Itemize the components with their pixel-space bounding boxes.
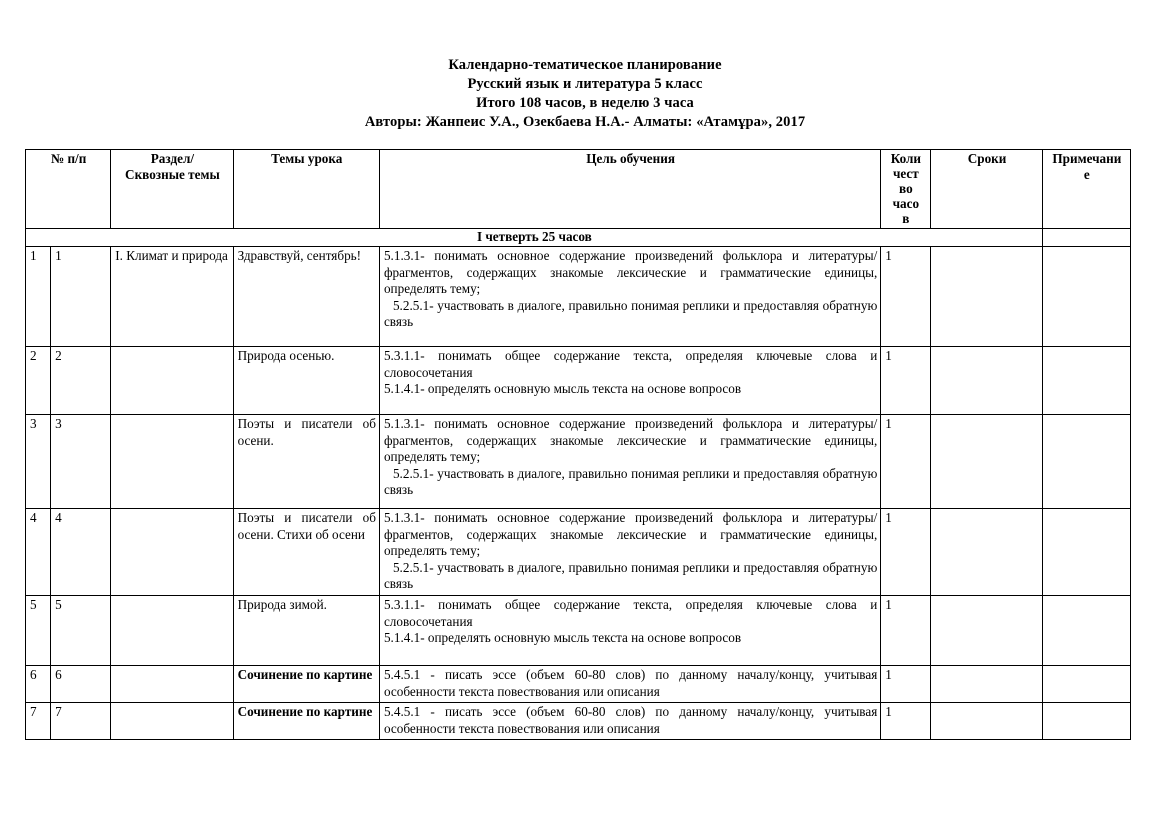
cell-index: 6 xyxy=(26,666,51,703)
goal-text: 5.2.5.1- участвовать в диалоге, правильно понимая реплики и предоставляя обратную связь xyxy=(383,465,878,498)
column-header-notes xyxy=(1042,150,1130,229)
cell-number: 3 xyxy=(51,415,111,509)
page-title-line-1: Календарно-тематическое планирование xyxy=(448,57,722,73)
table-body xyxy=(26,229,1131,740)
cell-section xyxy=(111,509,233,596)
cell-hours: 1 xyxy=(881,347,931,415)
table-row xyxy=(26,596,1131,666)
column-header-section-line1: Раздел/ xyxy=(150,151,195,166)
cell-notes xyxy=(1042,509,1130,596)
hours-header-line5: в xyxy=(902,211,910,226)
hours-header-line3: во xyxy=(899,181,913,196)
goal-text: 5.4.5.1 - писать эссе (объем 60-80 слов) по данному началу/концу, учитывая особенности текста повествования или описания xyxy=(383,667,878,699)
page-title-line-3: Итого 108 часов, в неделю 3 часа xyxy=(476,95,694,111)
table-row xyxy=(26,415,1131,509)
cell-learning-objective xyxy=(379,509,880,596)
cell-section xyxy=(111,703,233,740)
cell-number: 2 xyxy=(51,347,111,415)
quarter-banner-notes-cell xyxy=(1042,229,1130,247)
cell-topic: Природа зимой. xyxy=(233,596,379,666)
table-row xyxy=(26,666,1131,703)
cell-number: 5 xyxy=(51,596,111,666)
cell-notes xyxy=(1042,415,1130,509)
document-title-block xyxy=(0,0,1170,132)
cell-hours: 1 xyxy=(881,596,931,666)
cell-index: 2 xyxy=(26,347,51,415)
ktp-table xyxy=(25,149,1131,740)
cell-section xyxy=(111,666,233,703)
cell-section xyxy=(111,347,233,415)
cell-notes xyxy=(1042,347,1130,415)
column-header-section xyxy=(111,150,233,229)
goal-text: 5.1.3.1- понимать основное содержание произведений фольклора и литературы/ фрагментов, содержащих знакомые лексические и грамматические единицы, определять тему; xyxy=(383,248,878,297)
quarter-banner-row xyxy=(26,229,1131,247)
cell-dates xyxy=(931,347,1042,415)
cell-notes xyxy=(1042,596,1130,666)
table-row xyxy=(26,509,1131,596)
cell-number: 1 xyxy=(51,247,111,347)
goal-text: 5.4.5.1 - писать эссе (объем 60-80 слов) по данному началу/концу, учитывая особенности текста повествования или описания xyxy=(383,704,878,736)
table-row xyxy=(26,347,1131,415)
cell-dates xyxy=(931,247,1042,347)
cell-learning-objective xyxy=(379,247,880,347)
table-header xyxy=(26,150,1131,229)
cell-index: 4 xyxy=(26,509,51,596)
page-title-line-2: Русский язык и литература 5 класс xyxy=(467,76,703,92)
table-row xyxy=(26,703,1131,740)
cell-dates xyxy=(931,415,1042,509)
table-header-row xyxy=(26,150,1131,229)
goal-text: 5.1.3.1- понимать основное содержание произведений фольклора и литературы/ фрагментов, содержащих знакомые лексические и грамматические единицы, определять тему; xyxy=(383,416,878,465)
column-header-lesson-topics: Темы урока xyxy=(233,150,379,229)
notes-header-line2: е xyxy=(1083,167,1090,182)
goal-text: 5.3.1.1- понимать общее содержание текста, определяя ключевые слова и словосочетания xyxy=(383,348,878,380)
column-header-dates: Сроки xyxy=(931,150,1042,229)
cell-number: 6 xyxy=(51,666,111,703)
hours-header-line2: чест xyxy=(892,166,919,181)
cell-index: 3 xyxy=(26,415,51,509)
cell-topic: Здравствуй, сентябрь! xyxy=(233,247,379,347)
cell-number: 7 xyxy=(51,703,111,740)
cell-index: 7 xyxy=(26,703,51,740)
cell-learning-objective xyxy=(379,347,880,415)
cell-hours: 1 xyxy=(881,509,931,596)
cell-section: I. Климат и природа xyxy=(111,247,233,347)
column-header-section-line2: Сквозные темы xyxy=(125,167,220,182)
cell-dates xyxy=(931,703,1042,740)
table-row xyxy=(26,247,1131,347)
cell-hours: 1 xyxy=(881,247,931,347)
cell-notes xyxy=(1042,666,1130,703)
cell-dates xyxy=(931,509,1042,596)
goal-text: 5.1.3.1- понимать основное содержание произведений фольклора и литературы/ фрагментов, содержащих знакомые лексические и грамматические единицы, определять тему; xyxy=(383,510,878,559)
cell-notes xyxy=(1042,247,1130,347)
cell-learning-objective xyxy=(379,703,880,740)
column-header-number: № п/п xyxy=(26,150,111,229)
column-header-hours-count xyxy=(881,150,931,229)
goal-text: 5.2.5.1- участвовать в диалоге, правильно понимая реплики и предоставляя обратную связь xyxy=(383,297,878,330)
quarter-banner-label: I четверть 25 часов xyxy=(26,229,1043,247)
cell-hours: 1 xyxy=(881,666,931,703)
cell-notes xyxy=(1042,703,1130,740)
goal-text: 5.3.1.1- понимать общее содержание текста, определяя ключевые слова и словосочетания xyxy=(383,597,878,629)
hours-header-line1: Коли xyxy=(890,151,922,166)
cell-number: 4 xyxy=(51,509,111,596)
cell-section xyxy=(111,596,233,666)
cell-dates xyxy=(931,596,1042,666)
cell-index: 1 xyxy=(26,247,51,347)
cell-learning-objective xyxy=(379,415,880,509)
cell-section xyxy=(111,415,233,509)
cell-topic: Природа осенью. xyxy=(233,347,379,415)
cell-index: 5 xyxy=(26,596,51,666)
page-title-line-4: Авторы: Жанпеис У.А., Озекбаева Н.А.- Алматы: «Атамұра», 2017 xyxy=(364,114,806,130)
goal-text: 5.2.5.1- участвовать в диалоге, правильно понимая реплики и предоставляя обратную связь xyxy=(383,559,878,592)
cell-topic: Сочинение по картине xyxy=(233,703,379,740)
hours-header-line4: часо xyxy=(892,196,920,211)
cell-topic: Сочинение по картине xyxy=(233,666,379,703)
goal-text: 5.1.4.1- определять основную мысль текста на основе вопросов xyxy=(383,381,742,397)
cell-topic: Поэты и писатели об осени. xyxy=(233,415,379,509)
column-header-learning-objective: Цель обучения xyxy=(379,150,880,229)
cell-learning-objective xyxy=(379,596,880,666)
cell-dates xyxy=(931,666,1042,703)
cell-learning-objective xyxy=(379,666,880,703)
ktp-table-wrapper xyxy=(0,149,1170,740)
notes-header-line1: Примечани xyxy=(1052,151,1122,166)
goal-text: 5.1.4.1- определять основную мысль текста на основе вопросов xyxy=(383,630,742,646)
cell-topic: Поэты и писатели об осени. Стихи об осени xyxy=(233,509,379,596)
cell-hours: 1 xyxy=(881,703,931,740)
cell-hours: 1 xyxy=(881,415,931,509)
